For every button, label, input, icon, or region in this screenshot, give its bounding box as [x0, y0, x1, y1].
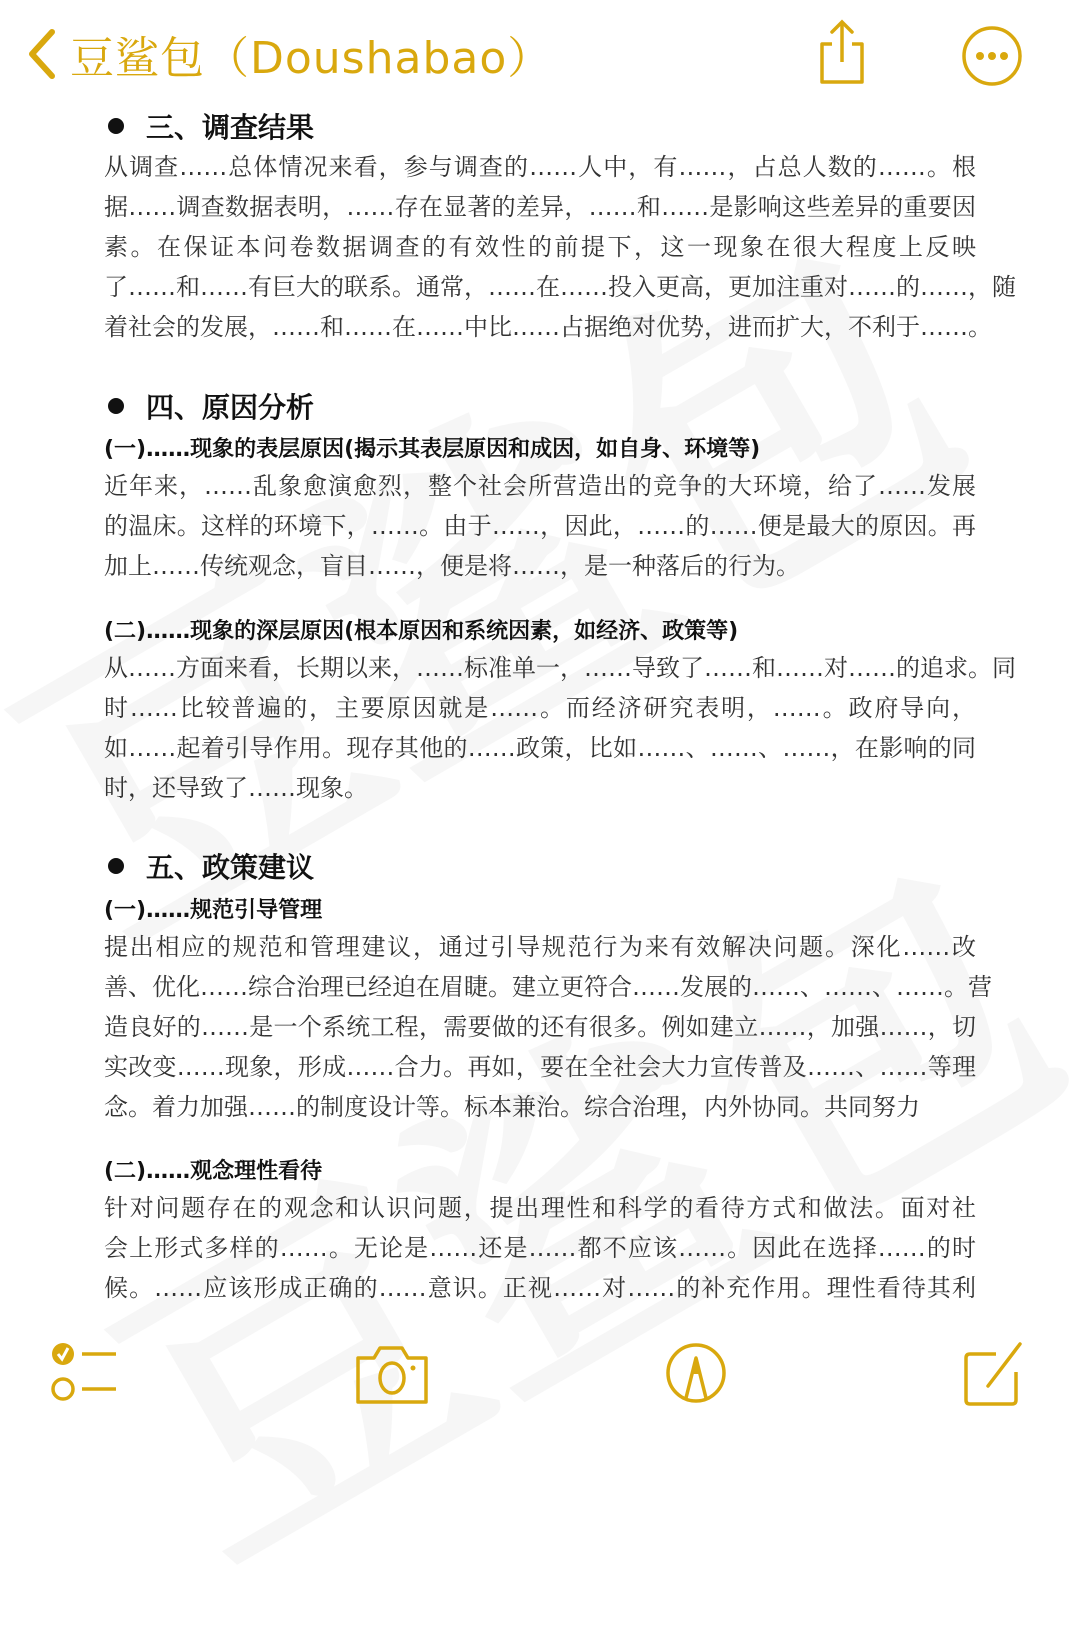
text-line: 素。在保证本问卷数据调查的有效性的前提下，这一现象在很大程度上反映 — [104, 233, 976, 261]
text-line: 了……和……有巨大的联系。通常，……在……投入更高，更加注重对……的……，随 — [104, 273, 1016, 301]
bullet-icon — [108, 118, 124, 134]
camera-icon — [354, 1340, 430, 1406]
text-line: 时，还导致了……现象。 — [104, 774, 368, 802]
paragraph — [104, 147, 1016, 347]
text-line: 如……起着引导作用。现存其他的……政策，比如……、……、……，在影响的同 — [104, 734, 976, 762]
more-icon — [960, 24, 1024, 88]
section-heading — [104, 386, 314, 426]
top-bar — [0, 0, 1080, 105]
compose-icon — [960, 1338, 1026, 1408]
share-button[interactable] — [812, 18, 872, 92]
paragraph — [104, 466, 976, 586]
text-line: 的温床。这样的环境下，……。由于……，因此，……的……便是最大的原因。再 — [104, 512, 976, 540]
markup-icon — [664, 1340, 728, 1406]
text-line: 提出相应的规范和管理建议，通过引导规范行为来有效解决问题。深化……改 — [104, 933, 976, 961]
section-heading — [104, 846, 314, 886]
heading-text: 四、原因分析 — [146, 391, 315, 424]
camera-button[interactable] — [354, 1340, 430, 1410]
paragraph — [104, 1188, 976, 1308]
notes-folder-title: 豆鲨包（Doushabao） — [70, 33, 553, 84]
compose-button[interactable] — [960, 1338, 1026, 1412]
checklist-button[interactable] — [50, 1340, 120, 1410]
text-line: 近年来，……乱象愈演愈烈，整个社会所营造出的竞争的大环境，给了……发展 — [104, 472, 976, 500]
bullet-icon — [108, 858, 124, 874]
bullet-icon — [108, 398, 124, 414]
section-heading — [104, 106, 314, 146]
share-icon — [812, 18, 872, 88]
back-button[interactable] — [22, 22, 552, 86]
text-line: 善、优化……综合治理已经迫在眉睫。建立更符合……发展的……、……、……。营 — [104, 973, 992, 1001]
heading-text: 三、调查结果 — [146, 111, 315, 144]
text-line: 着社会的发展，……和……在……中比……占据绝对优势，进而扩大，不利于……。 — [104, 313, 992, 341]
text-line: 从调查……总体情况来看，参与调查的……人中，有……，占总人数的……。根 — [104, 153, 976, 181]
chevron-left-icon — [22, 24, 62, 84]
subheading: (一)……规范引导管理 — [104, 898, 323, 923]
text-line: 加上……传统观念，盲目……，便是将……，是一种落后的行为。 — [104, 552, 800, 580]
text-line: 会上形式多样的……。无论是……还是……都不应该……。因此在选择……的时 — [104, 1234, 976, 1262]
text-line: 实改变……现象，形成……合力。再如，要在全社会大力宣传普及……、……等理 — [104, 1053, 976, 1081]
heading-text: 五、政策建议 — [146, 851, 315, 884]
text-line: 从……方面来看，长期以来，……标准单一，……导致了……和……对……的追求。同 — [104, 654, 1016, 682]
checklist-icon — [50, 1340, 120, 1406]
paragraph — [104, 648, 1016, 808]
markup-button[interactable] — [664, 1340, 728, 1410]
text-line: 针对问题存在的观念和认识问题，提出理性和科学的看待方式和做法。面对社 — [104, 1194, 976, 1222]
bottom-toolbar — [0, 1330, 1080, 1420]
text-line: 候。……应该形成正确的……意识。正视……对……的补充作用。理性看待其利 — [104, 1274, 976, 1302]
text-line: 时……比较普遍的，主要原因就是……。而经济研究表明，……。政府导向， — [104, 694, 976, 722]
subheading: (一)……现象的表层原因(揭示其表层原因和成因，如自身、环境等) — [104, 437, 761, 462]
paragraph — [104, 927, 992, 1127]
text-line: 念。着力加强……的制度设计等。标本兼治。综合治理，内外协同。共同努力 — [104, 1093, 920, 1121]
subheading: (二)……观念理性看待 — [104, 1159, 323, 1184]
text-line: 据……调查数据表明，……存在显著的差异，……和……是影响这些差异的重要因 — [104, 193, 976, 221]
more-button[interactable] — [960, 24, 1024, 92]
text-line: 造良好的……是一个系统工程，需要做的还有很多。例如建立……，加强……，切 — [104, 1013, 976, 1041]
subheading: (二)……现象的深层原因(根本原因和系统因素，如经济、政策等) — [104, 619, 739, 644]
